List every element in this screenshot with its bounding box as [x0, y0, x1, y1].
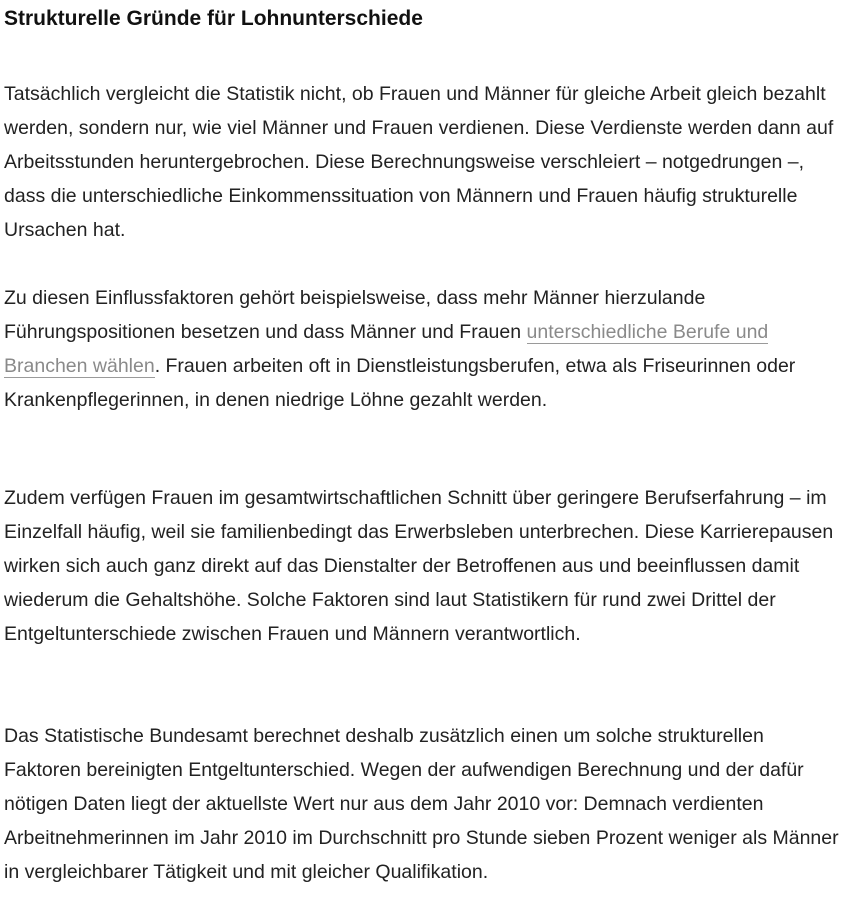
section-heading: Strukturelle Gründe für Lohnunterschiede	[4, 7, 423, 30]
paragraph-2-text-after-link: . Frauen arbeiten oft in Dienstleistungsberufen, etwa als Friseurinnen oder Krankenpflegerinnen, in denen niedrige Löhne gezahlt werden.	[4, 355, 796, 411]
paragraph-4: Das Statistische Bundesamt berechnet deshalb zusätzlich einen um solche strukturellen Faktoren bereinigten Entgeltunterschied. Wegen der aufwendigen Berechnung und der dafür nötigen Daten liegt der aktuellste Wert nur aus dem Jahr 2010 vor: Demnach verdienten Arbeitnehmerinnen im Jahr 2010 im Durchschnitt pro Stunde sieben Prozent weniger als Männer in vergleichbarer Tätigkeit und mit gleicher Qualifikation.	[4, 725, 839, 883]
paragraph-3: Zudem verfügen Frauen im gesamtwirtschaftlichen Schnitt über geringere Berufserfahrung – im Einzelfall häufig, weil sie familienbedingt das Erwerbsleben unterbrechen. Diese Karrierepausen wirken sich auch ganz direkt auf das Dienstalter der Betroffenen aus und beeinflussen damit wiederum die Gehaltshöhe. Solche Faktoren sind laut Statistikern für rund zwei Drittel der Entgeltunterschiede zwischen Frauen und Männern verantwortlich.	[4, 487, 834, 645]
paragraph-2-text-before-link: Zu diesen Einflussfaktoren gehört beispielsweise, dass mehr Männer hierzulande Führungspositionen besetzen und dass Männer und Frauen	[4, 287, 706, 343]
paragraph-1: Tatsächlich vergleicht die Statistik nicht, ob Frauen und Männer für gleiche Arbeit gleich bezahlt werden, sondern nur, wie viel Männer und Frauen verdienen. Diese Verdienste werden dann auf Arbeitsstunden heruntergebrochen. Diese Berechnungsweise verschleiert – notgedrungen –, dass die unterschiedliche Einkommenssituation von Männern und Frauen häufig strukturelle Ursachen hat.	[4, 83, 834, 241]
paragraph-2	[4, 281, 846, 417]
professions-industries-link[interactable]: unterschiedliche Berufe und Branchen wählen	[4, 321, 769, 377]
